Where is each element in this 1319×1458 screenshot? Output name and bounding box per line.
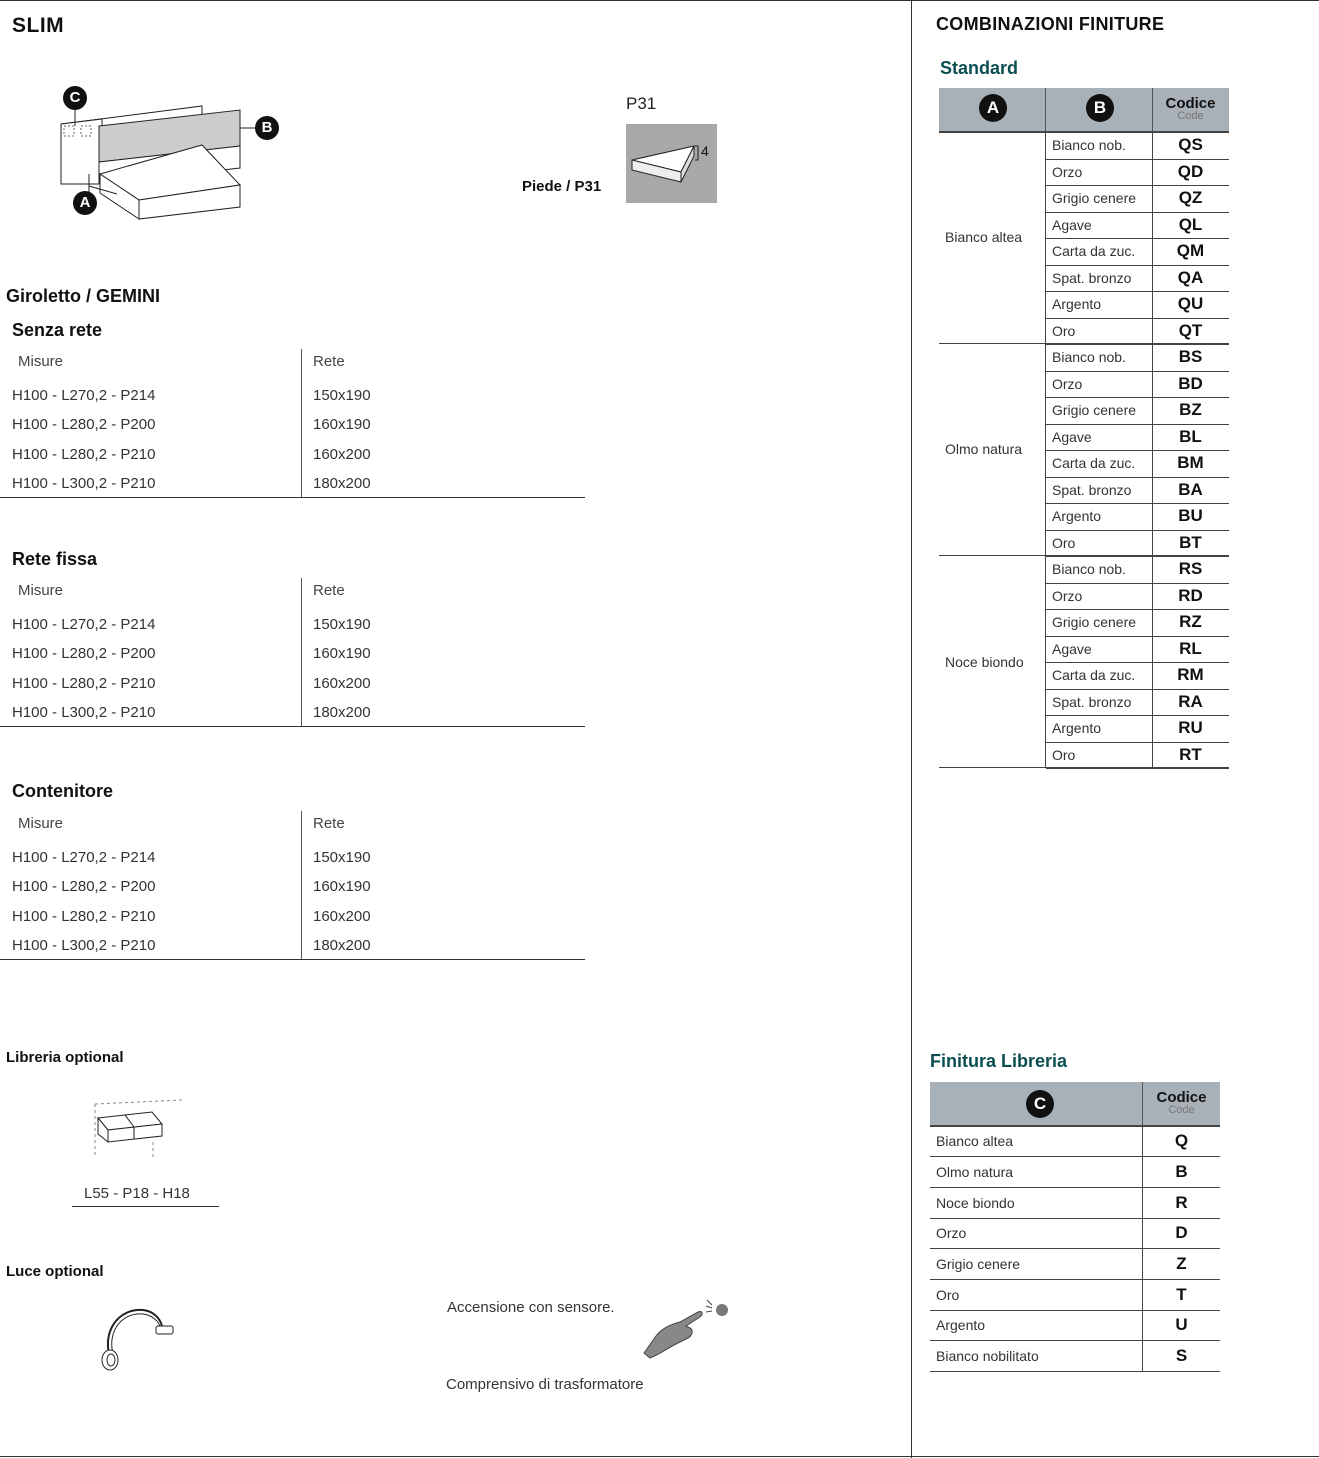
finish-b-name: Grigio cenere <box>1052 402 1137 418</box>
finish-b-name: Spat. bronzo <box>1052 481 1132 498</box>
finiture-title: COMBINAZIONI FINITURE <box>936 14 1165 34</box>
finish-code: QD <box>1177 161 1204 181</box>
finish-row <box>1046 556 1229 584</box>
finish-b-name: Agave <box>1052 640 1092 657</box>
col-header-rete: Rete <box>313 815 345 832</box>
finish-code: Z <box>1176 1254 1187 1273</box>
table-senza-rete <box>0 349 585 498</box>
cell-misure: H100 - L300,2 - P210 <box>12 475 156 492</box>
finish-row <box>1046 609 1229 637</box>
diagram-label-a: A <box>73 191 97 215</box>
cell-misure: H100 - L280,2 - P200 <box>12 645 156 662</box>
finish-code: QT <box>1178 320 1203 340</box>
standard-title: Standard <box>940 58 1019 78</box>
finish-code: BM <box>1177 453 1204 472</box>
finish-code: BZ <box>1179 400 1202 419</box>
finish-name: Bianco nobilitato <box>936 1348 1039 1364</box>
finish-code: BS <box>1178 347 1203 366</box>
finish-name: Bianco altea <box>936 1133 1014 1149</box>
finish-code: RT <box>1179 744 1202 764</box>
finish-code: RL <box>1179 638 1202 658</box>
header-divider <box>1045 88 1046 131</box>
top-rule <box>0 0 1319 1</box>
group-label-a: Bianco altea <box>945 229 1023 245</box>
finish-b-name: Argento <box>1052 720 1102 736</box>
finish-row <box>1046 318 1229 346</box>
finish-b-name: Carta da zuc. <box>1052 455 1136 471</box>
finish-code: RU <box>1178 718 1203 737</box>
cell-rete: 150x190 <box>313 616 371 633</box>
finish-code: B <box>1175 1162 1188 1181</box>
table-rete-fissa <box>0 578 585 727</box>
finish-code: T <box>1176 1285 1187 1304</box>
column-divider-line <box>301 578 302 726</box>
libreria-finish-row <box>930 1218 1220 1249</box>
finish-name: Noce biondo <box>936 1195 1015 1211</box>
transformer-text: Comprensivo di trasformatore <box>446 1376 644 1393</box>
cell-rete: 160x200 <box>313 675 371 692</box>
standard-table-header <box>939 88 1229 133</box>
lamp-drawing <box>98 1302 178 1374</box>
finish-row <box>1046 689 1229 717</box>
libreria-finish-row <box>930 1249 1220 1280</box>
finish-name: Orzo <box>936 1225 967 1241</box>
finish-row <box>1046 742 1229 770</box>
codice-header <box>1143 1090 1220 1116</box>
cell-misure: H100 - L300,2 - P210 <box>12 704 156 721</box>
column-b-badge: B <box>1086 94 1114 122</box>
finish-code: QM <box>1176 241 1205 260</box>
libreria-optional-title: Libreria optional <box>6 1049 124 1066</box>
finish-b-name: Grigio cenere <box>1052 614 1137 630</box>
libreria-dimensions: L55 - P18 - H18 <box>84 1185 190 1202</box>
finish-b-name: Orzo <box>1052 163 1083 180</box>
luce-optional-title: Luce optional <box>6 1263 104 1280</box>
cell-rete: 150x190 <box>313 849 371 866</box>
finish-b-name: Orzo <box>1052 587 1083 604</box>
finish-code: R <box>1175 1193 1188 1212</box>
cell-rete: 180x200 <box>313 704 371 721</box>
libreria-rule <box>72 1206 219 1207</box>
finish-row <box>1046 132 1229 160</box>
hand-sensor-icon <box>640 1298 732 1360</box>
group-label-a: Olmo natura <box>945 441 1023 457</box>
finish-b-name: Oro <box>1052 746 1076 763</box>
cell-rete: 160x200 <box>313 908 371 925</box>
finish-name: Oro <box>936 1287 960 1303</box>
cell-misure: H100 - L270,2 - P214 <box>12 616 156 633</box>
cell-misure: H100 - L280,2 - P210 <box>12 446 156 463</box>
finish-code: D <box>1175 1223 1188 1242</box>
finish-code: BU <box>1178 506 1203 525</box>
finish-row <box>1046 424 1229 452</box>
group-label-a: Noce biondo <box>945 654 1024 670</box>
col-header-rete: Rete <box>313 582 345 599</box>
finish-code: QL <box>1178 214 1203 234</box>
finish-row <box>1046 291 1229 319</box>
section-title-senza-rete: Senza rete <box>12 320 103 340</box>
finish-b-name: Argento <box>1052 508 1102 524</box>
finish-code: RA <box>1178 691 1203 711</box>
shelf-drawing <box>90 1094 190 1164</box>
cell-misure: H100 - L280,2 - P200 <box>12 416 156 433</box>
finish-b-name: Carta da zuc. <box>1052 243 1136 259</box>
finish-row <box>1046 662 1229 690</box>
finish-b-name: Carta da zuc. <box>1052 667 1136 683</box>
model-title: Giroletto / GEMINI <box>6 286 161 306</box>
diagram-label-b: B <box>255 116 279 140</box>
cell-misure: H100 - L270,2 - P214 <box>12 849 156 866</box>
libreria-finish-row <box>930 1157 1220 1188</box>
finish-row <box>1046 397 1229 425</box>
finish-row <box>1046 238 1229 266</box>
foot-image <box>626 124 717 203</box>
finish-b-name: Grigio cenere <box>1052 190 1137 206</box>
table-contenitore <box>0 811 585 960</box>
finish-code: QU <box>1177 294 1204 313</box>
finish-row <box>1046 477 1229 505</box>
cell-misure: H100 - L280,2 - P200 <box>12 878 156 895</box>
codice-header <box>1152 96 1229 122</box>
finish-name: Grigio cenere <box>936 1256 1021 1272</box>
cell-rete: 160x190 <box>313 878 371 895</box>
bottom-rule <box>0 1456 1319 1457</box>
product-title: SLIM <box>12 14 65 37</box>
finish-name: Olmo natura <box>936 1164 1014 1180</box>
finish-row <box>1046 265 1229 293</box>
cell-rete: 160x190 <box>313 416 371 433</box>
section-title-rete-fissa: Rete fissa <box>12 549 98 569</box>
finish-b-name: Oro <box>1052 322 1076 339</box>
finish-row <box>1046 159 1229 187</box>
finish-code: RS <box>1178 559 1203 578</box>
finish-b-name: Spat. bronzo <box>1052 693 1132 710</box>
finish-name: Argento <box>936 1317 986 1333</box>
finish-row <box>1046 371 1229 399</box>
libreria-table-header <box>930 1082 1220 1127</box>
cell-misure: H100 - L270,2 - P214 <box>12 387 156 404</box>
finish-row <box>1046 530 1229 558</box>
finish-b-name: Bianco nob. <box>1052 561 1126 577</box>
finish-code: RM <box>1177 665 1204 684</box>
finish-code: Q <box>1174 1131 1189 1150</box>
col-header-misure: Misure <box>18 582 64 599</box>
finish-b-name: Bianco nob. <box>1052 137 1126 153</box>
code-label: Code <box>1168 1104 1195 1116</box>
libreria-finish-row <box>930 1280 1220 1311</box>
cell-rete: 180x200 <box>313 475 371 492</box>
cell-misure: H100 - L300,2 - P210 <box>12 937 156 954</box>
column-c-badge: C <box>1026 1090 1054 1118</box>
libreria-finish-row <box>930 1126 1220 1157</box>
cell-rete: 160x190 <box>313 645 371 662</box>
cell-rete: 180x200 <box>313 937 371 954</box>
column-divider-line <box>301 811 302 959</box>
diagram-label-c: C <box>63 86 87 110</box>
finish-code: BT <box>1179 532 1202 552</box>
finish-code: BD <box>1178 373 1203 393</box>
cell-misure: H100 - L280,2 - P210 <box>12 908 156 925</box>
finish-b-name: Orzo <box>1052 375 1083 392</box>
sensor-text: Accensione con sensore. <box>447 1299 615 1316</box>
finish-code: RZ <box>1179 612 1202 631</box>
finish-row <box>1046 185 1229 213</box>
finish-row <box>1046 503 1229 531</box>
finish-b-name: Agave <box>1052 216 1092 233</box>
col-header-misure: Misure <box>18 353 64 370</box>
col-header-misure: Misure <box>18 815 64 832</box>
table-bottom-rule <box>0 497 585 498</box>
finish-code: QA <box>1177 267 1204 287</box>
finish-row <box>1046 715 1229 743</box>
column-divider <box>911 0 912 1458</box>
finish-code: S <box>1175 1346 1188 1365</box>
col-header-rete: Rete <box>313 353 345 370</box>
cell-rete: 150x190 <box>313 387 371 404</box>
finish-code: QS <box>1178 135 1203 154</box>
group-rule <box>939 767 1229 768</box>
finitura-libreria-title: Finitura Libreria <box>930 1051 1068 1071</box>
cell-rete: 160x200 <box>313 446 371 463</box>
finish-code: QZ <box>1178 188 1203 207</box>
section-title-contenitore: Contenitore <box>12 781 113 801</box>
foot-code: P31 <box>626 94 657 113</box>
code-label: Code <box>1177 110 1204 122</box>
foot-label: Piede / P31 <box>522 178 602 195</box>
libreria-finish-row <box>930 1341 1220 1372</box>
table-bottom-rule <box>0 726 585 727</box>
libreria-finish-row <box>930 1310 1220 1341</box>
column-divider-line <box>301 349 302 497</box>
finish-b-name: Oro <box>1052 534 1076 551</box>
column-a-badge: A <box>979 94 1007 122</box>
foot-dimension: 4 <box>701 143 709 159</box>
codice-label: Codice <box>1156 1089 1207 1106</box>
finish-row <box>1046 636 1229 664</box>
finish-b-name: Agave <box>1052 428 1092 445</box>
finish-code: BL <box>1179 426 1202 446</box>
finish-b-name: Argento <box>1052 296 1102 312</box>
codice-label: Codice <box>1165 95 1216 112</box>
finish-code: BA <box>1178 479 1203 499</box>
table-bottom-rule <box>0 959 585 960</box>
finish-row <box>1046 344 1229 372</box>
finish-code: U <box>1175 1315 1188 1334</box>
cell-misure: H100 - L280,2 - P210 <box>12 675 156 692</box>
finish-row <box>1046 583 1229 611</box>
finish-code: RD <box>1178 585 1203 605</box>
finish-b-name: Bianco nob. <box>1052 349 1126 365</box>
finish-row <box>1046 212 1229 240</box>
finish-row <box>1046 450 1229 478</box>
libreria-finish-row <box>930 1188 1220 1219</box>
finish-b-name: Spat. bronzo <box>1052 269 1132 286</box>
